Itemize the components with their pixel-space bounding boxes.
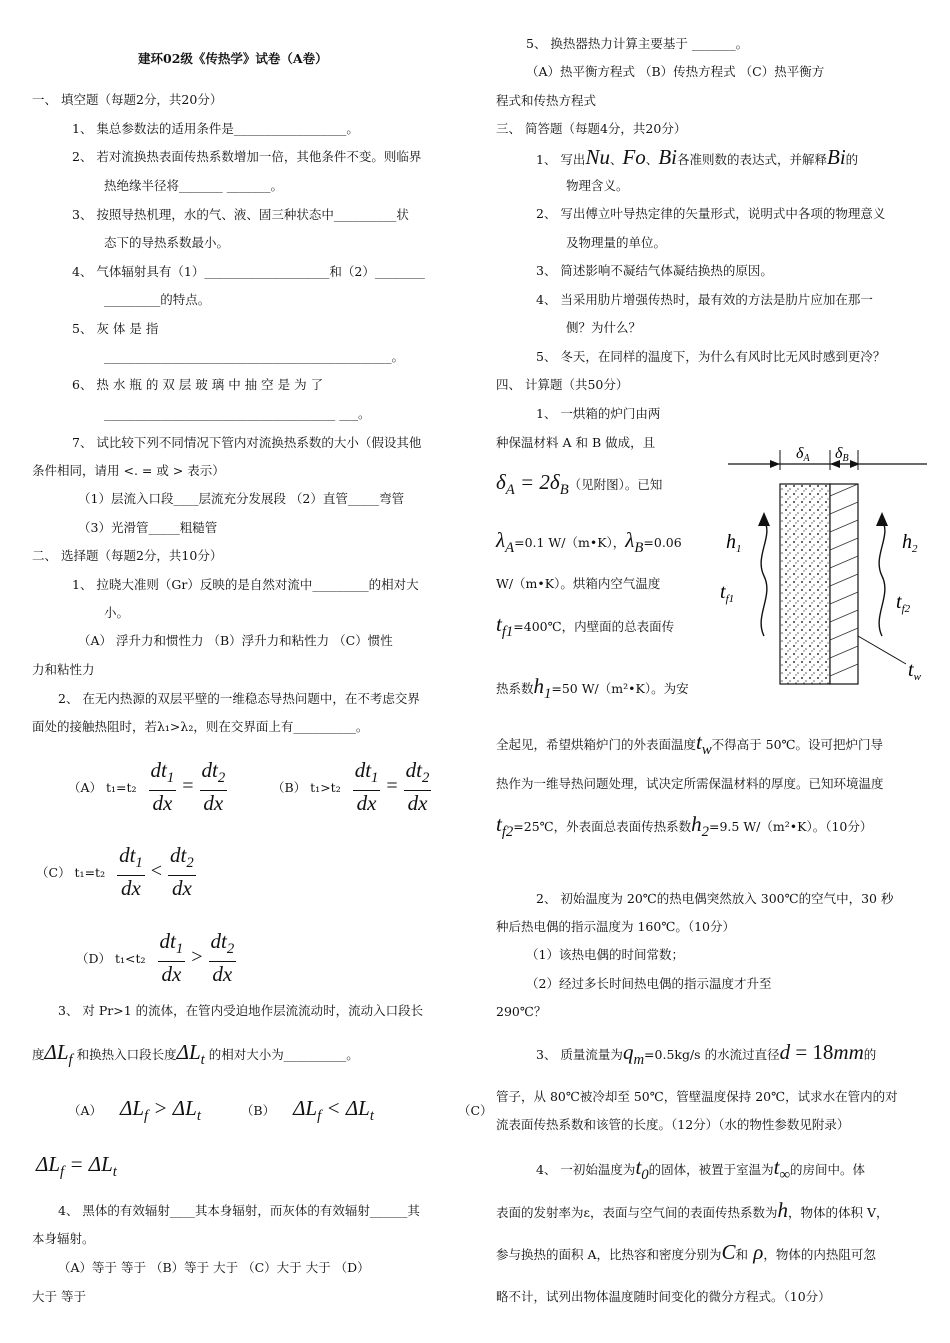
s4-p4-text-c2: 和 — [735, 1247, 749, 1262]
h2-symbol: $h_2$ — [691, 812, 709, 841]
s2-q3-text-a: 度 — [32, 1047, 45, 1062]
s1-q7-line3: （1）层流入口段____层流充分发展段 （2）直管_____弯管 — [78, 491, 405, 506]
s2-q5-options-cont: 程式和传热方程式 — [496, 93, 597, 108]
s3-q1-text-b: 各准则数的表达式，并解释 — [676, 152, 827, 167]
s4-p4-text-c3: ，物体的内热阻可忽 — [763, 1247, 876, 1262]
s1-q5-line1: 5、 灰 体 是 指 — [72, 321, 159, 336]
s4-p4-line2 — [496, 1198, 889, 1223]
s1-q7-line2: 条件相同，请用 <. = 或 > 表示） — [32, 463, 225, 478]
s2-q1-options-cont: 力和粘性力 — [32, 662, 95, 677]
diameter-unit: mm — [833, 1040, 864, 1064]
s4-p2-line2: 种后热电偶的指示温度为 160℃。（10分） — [496, 919, 735, 934]
fraction-dt1-dx: $\frac{dt_1}{dx}$ — [159, 929, 184, 987]
fraction-dt1-dx: $\frac{dt_1}{dx}$ — [354, 758, 379, 816]
s2-q3-line1: 3、 对 Pr>1 的流体，在管内受迫地作层流流动时，流动入口段长 — [58, 1003, 424, 1018]
inner-flow-arrow — [761, 520, 767, 636]
tf1-symbol: $t_{f1}$ — [496, 612, 514, 641]
s2-q2-option-b: （B） t₁>t₂ $\frac{dt_1}{dx}$ = $\frac{dt_2}{dx}$ — [272, 758, 430, 816]
s4-p4-text-a1: 4、 一初始温度为 — [536, 1162, 636, 1177]
tf2-symbol: $t_{f2}$ — [496, 812, 514, 841]
s4-p1-text-d2: =0.06 — [643, 535, 682, 550]
s3-q1-text-a: 1、 写出 — [536, 152, 586, 167]
outer-flow-arrow — [879, 520, 885, 636]
t-infinity-symbol: $t_\infty$ — [773, 1155, 790, 1184]
s4-p1-line8 — [496, 730, 883, 759]
s1-q7-line4: （3）光滑管_____粗糙管 — [78, 520, 218, 535]
s2-q4-options-cont: 大于 等于 — [32, 1289, 86, 1304]
s4-p2-line1: 2、 初始温度为 20℃的热电偶突然放入 300℃的空气中，30 秒 — [536, 891, 894, 906]
section-2-heading: 二、 选择题（每题2分，共10分） — [32, 548, 223, 563]
arrow-right-icon — [770, 460, 780, 468]
s4-p1-line7 — [496, 674, 689, 703]
s2-q4-options: （A）等于 等于 （B）等于 大于 （C）大于 大于 （D） — [58, 1260, 370, 1275]
s3-q2-line1: 2、 写出傅立叶导热定律的矢量形式，说明式中各项的物理意义 — [536, 206, 886, 221]
diameter-value: = 18 — [790, 1040, 834, 1064]
s4-p3-line2: 管子，从 80℃被冷却至 50℃，管壁温度保持 20℃，试求水在管内的对 — [496, 1089, 898, 1104]
s4-p3-text-a2: =0.5kg/s 的水流过直径 — [644, 1047, 780, 1062]
option-d-label: （D） t₁<t₂ — [76, 950, 146, 966]
delta-b-label: δB — [835, 445, 849, 464]
s2-q2-option-a: （A） t₁=t₂ $\frac{dt_1}{dx}$ = $\frac{dt_2}{dx}$ — [68, 758, 226, 816]
s2-q3-options — [68, 1096, 493, 1125]
option-c-formula: $\Delta L_f = \Delta L_t$ — [36, 1152, 117, 1181]
option-a-label: （A） t₁=t₂ — [68, 779, 137, 795]
s1-q7-line1: 7、 试比较下列不同情况下管内对流换热系数的大小（假设其他 — [72, 435, 422, 450]
s3-q1-line1: 1、 写出Nu、Fo、Bi各准则数的表达式，并解释Bi的 — [536, 145, 859, 169]
s1-q2-line1: 2、 若对流换热表面传热系数增加一倍，其他条件不变。则临界 — [72, 149, 422, 164]
s2-q5-options: （A）热平衡方程式 （B）传热方程式 （C）热平衡方 — [526, 64, 825, 79]
s4-p1-line9: 热作为一维导热问题处理，试决定所需保温材料的厚度。已知环境温度 — [496, 776, 884, 791]
s1-q6-line1: 6、 热 水 瓶 的 双 层 玻 璃 中 抽 空 是 为 了 — [72, 377, 324, 392]
tw-symbol: $t_w$ — [696, 730, 712, 759]
s3-q1-text-c: 的 — [845, 152, 859, 167]
rho-symbol: ρ — [748, 1240, 764, 1264]
s4-p1-line10 — [496, 812, 872, 841]
s4-p4-text-a2: 的固体，被置于室温为 — [648, 1162, 774, 1177]
fraction-dt1-dx: $\frac{dt_1}{dx}$ — [119, 843, 143, 901]
s3-q1-line2: 物理含义。 — [566, 178, 629, 193]
s2-q2-option-c: （C） t₁=t₂ $\frac{dt_1}{dx}$ < $\frac{dt_2}{dx}$ — [36, 843, 194, 901]
s1-q4-line1: 4、 气体辐射具有（1）____________________和（2）________ — [72, 264, 425, 279]
s2-q2-option-d: （D） t₁<t₂ $\frac{dt_1}{dx}$ > $\frac{dt_2}{dx}$ — [76, 929, 235, 987]
option-a-formula: $\Delta L_f > \Delta L_t$ — [120, 1096, 201, 1125]
s4-p3-text-a3: 的 — [863, 1047, 877, 1062]
t0-symbol: $t_0$ — [635, 1155, 649, 1184]
s4-p2-line4: （2）经过多长时间热电偶的指示温度才升至 — [526, 976, 772, 991]
s1-q4-line2: _________的特点。 — [104, 292, 211, 307]
fraction-dt2-dx: $\frac{dt_2}{dx}$ — [210, 929, 235, 987]
lambda-b-symbol: $\lambda_B$ — [625, 528, 644, 557]
s2-q2-line2: 面处的接触热阻时，若λ₁>λ₂，则在交界面上有__________。 — [32, 719, 369, 734]
h-symbol: h — [777, 1198, 788, 1222]
s4-p1-text-j1: =25℃，外表面总表面传热系数 — [513, 819, 692, 834]
qm-symbol: $q_m$ — [622, 1040, 645, 1069]
section-4-heading: 四、 计算题（共50分） — [496, 377, 629, 392]
section-3-heading: 三、 简答题（每题4分，共20分） — [496, 121, 687, 136]
s4-p4-line1 — [536, 1155, 865, 1184]
arrow-up-icon — [758, 512, 770, 526]
s4-p1-line1: 1、 一烘箱的炉门由两 — [536, 406, 661, 421]
fraction-dt2-dx: $\frac{dt_2}{dx}$ — [405, 758, 430, 816]
s4-p4-line3 — [496, 1240, 876, 1265]
nu-fo-bi-symbols: Nu — [585, 145, 610, 169]
s1-q3-line1: 3、 按照导热机理，水的气、液、固三种状态中__________状 — [72, 207, 409, 222]
h1-label: $h_1$ — [726, 531, 742, 555]
s2-q1-line1: 1、 拉晓大准则（Gr）反映的是自然对流中_________的相对大 — [72, 577, 419, 592]
option-c-label: （C） t₁=t₂ — [36, 864, 106, 880]
s3-q4-line2: 侧？为什么？ — [566, 320, 642, 335]
s4-p1-text-h2: 不得高于 50℃。设可把炉门导 — [711, 737, 884, 752]
s4-p1-line6 — [496, 612, 674, 641]
s4-p3-line1 — [536, 1040, 876, 1069]
material-a-layer — [780, 484, 830, 684]
fo-symbol: Fo — [622, 145, 646, 169]
s4-p1-line4 — [496, 528, 682, 557]
s1-q2-line2: 热绝缘半径将_______ _______。 — [104, 178, 283, 193]
option-b-formula: $\Delta L_f < \Delta L_t$ — [293, 1096, 374, 1125]
arrow-up-icon — [876, 512, 888, 526]
s2-q3-text-b: 和换热入口段长度 — [76, 1047, 177, 1062]
s1-q6-line2: _____________________________________ ___。 — [104, 406, 371, 421]
s2-q1-line2: 小。 — [104, 605, 130, 620]
s4-p3-text-a1: 3、 质量流量为 — [536, 1047, 623, 1062]
s3-q3: 3、 简述影响不凝结气体凝结换热的原因。 — [536, 263, 773, 278]
delta-lf-symbol: $\Delta L_f$ — [44, 1040, 73, 1069]
s2-q2-line1: 2、 在无内热源的双层平壁的一维稳态导热问题中，在不考虑交界 — [58, 691, 420, 706]
s4-p4-line4: 略不计，试列出物体温度随时间变化的微分方程式。（10分） — [496, 1289, 831, 1304]
option-c-label: （C） — [457, 1103, 493, 1118]
oven-door-figure — [720, 436, 935, 696]
s4-p1-line5: W/（m•K）。烘箱内空气温度 — [496, 576, 661, 591]
s2-q4-line1: 4、 黑体的有效辐射____其本身辐射，而灰体的有效辐射______其 — [58, 1203, 420, 1218]
h2-label: $h_2$ — [902, 531, 918, 555]
s3-q5: 5、 冬天，在同样的温度下，为什么有风时比无风时感到更冷？ — [536, 349, 886, 364]
s2-q5-line1: 5、 换热器热力计算主要基于 _______。 — [526, 36, 749, 51]
s4-p1-line2: 种保温材料 A 和 B 做成，且 — [496, 435, 656, 450]
s4-p4-text-b1: 表面的发射率为ε，表面与空气间的表面传热系数为 — [496, 1205, 778, 1220]
s4-p1-text-g2: =50 W/（m²•K）。为安 — [551, 681, 689, 696]
bi-symbol-2: Bi — [827, 145, 846, 169]
s4-p1-text-j2: =9.5 W/（m²•K）。（10分） — [709, 819, 873, 834]
s4-p1-text-h1: 全起见，希望烘箱炉门的外表面温度 — [496, 737, 697, 752]
bi-symbol: Bi — [658, 145, 677, 169]
s2-q3-text-c: 的相对大小为__________。 — [208, 1047, 359, 1062]
page-title: 建环02级《传热学》试卷（A卷） — [138, 51, 328, 66]
s3-q2-line2: 及物理量的单位。 — [566, 235, 667, 250]
section-1-heading: 一、 填空题（每题2分，共20分） — [32, 92, 223, 107]
delta-a-label: δA — [796, 445, 810, 464]
s3-q4-line1: 4、 当采用肋片增强传热时，最有效的方法是肋片应加在那一 — [536, 292, 873, 307]
tf2-label: $t_{f2}$ — [896, 591, 911, 615]
s2-q4-line2: 本身辐射。 — [32, 1231, 95, 1246]
delta-lt-symbol: $\Delta L_t$ — [176, 1040, 205, 1069]
s4-p1-text-d1: =0.1 W/（m•K）， — [514, 535, 626, 550]
c-symbol: C — [721, 1240, 736, 1264]
s4-p2-line3: （1）该热电偶的时间常数； — [526, 947, 684, 962]
tw-label: $t_w$ — [908, 659, 921, 683]
option-b-label: （B） — [240, 1103, 276, 1118]
s4-p1-text-f: =400℃，内壁面的总表面传 — [513, 619, 675, 634]
s4-p1-line3 — [496, 470, 662, 499]
fraction-dt2-dx: $\frac{dt_2}{dx}$ — [201, 758, 226, 816]
s2-q3-line2 — [32, 1040, 359, 1069]
s4-p4-text-b2: ，物体的体积 V， — [787, 1205, 889, 1220]
s4-p1-text-c: （见附图）。已知 — [568, 477, 663, 492]
s4-p1-text-g1: 热系数 — [496, 681, 534, 696]
tf1-label: $t_{f1}$ — [720, 581, 735, 605]
s2-q3-option-c-formula — [36, 1152, 117, 1181]
fraction-dt2-dx: $\frac{dt_2}{dx}$ — [170, 843, 194, 901]
delta-relation: $\delta_A = 2\delta_B$ — [496, 470, 569, 499]
s1-q5-line2: ______________________________________________。 — [104, 349, 405, 364]
diameter-formula: d — [779, 1040, 791, 1064]
s4-p4-text-c1: 参与换热的面积 A，比热容和密度分别为 — [496, 1247, 722, 1262]
option-b-label: （B） t₁>t₂ — [272, 779, 341, 795]
s2-q1-options: （A） 浮升力和惯性力 （B）浮升力和粘性力 （C）惯性 — [78, 633, 393, 648]
s4-p2-line5: 290℃？ — [496, 1004, 547, 1019]
fraction-dt1-dx: $\frac{dt_1}{dx}$ — [150, 758, 175, 816]
tw-leader-line — [858, 636, 906, 664]
option-a-label: （A） — [68, 1103, 103, 1118]
h1-symbol: $h_1$ — [533, 674, 552, 703]
s1-q3-line2: 态下的导热系数最小。 — [104, 235, 230, 250]
lambda-a-symbol: $\lambda_A$ — [496, 528, 515, 557]
s1-q1: 1、 集总参数法的适用条件是__________________。 — [72, 121, 359, 136]
s4-p3-line3: 流表面传热系数和该管的长度。（12分）（水的物性参数见附录） — [496, 1117, 850, 1132]
s4-p4-text-a3: 的房间中。体 — [789, 1162, 865, 1177]
